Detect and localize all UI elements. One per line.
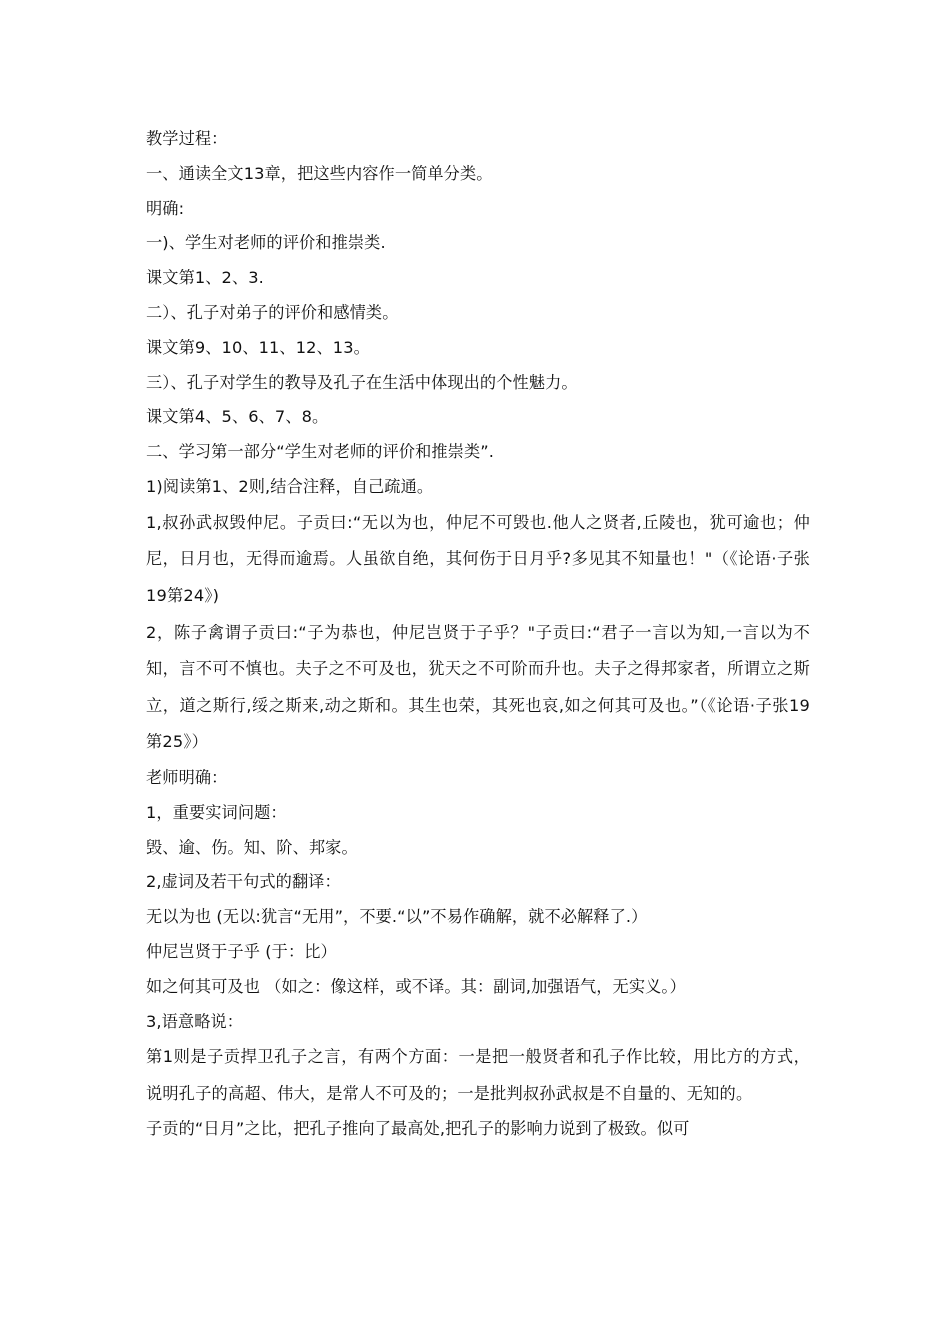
paragraph: 3,语意略说： [146, 1011, 244, 1031]
paragraph: 课文第9、10、11、12、13。 [146, 337, 370, 357]
paragraph: 如之何其可及也 （如之：像这样，或不译。其：副词,加强语气，无实义。） [146, 976, 686, 996]
paragraph: 毁、逾、伤。知、阶、邦家。 [146, 837, 358, 857]
paragraph: 一、通读全文13章，把这些内容作一简单分类。 [146, 163, 493, 183]
paragraph: 1)阅读第1、2则,结合注释，自己疏通。 [146, 476, 434, 496]
section-heading: 教学过程： [146, 129, 228, 148]
document-body [146, 122, 810, 1147]
paragraph: 明确: [146, 198, 185, 218]
paragraph: 子贡的“日月”之比，把孔子推向了最高处,把孔子的影响力说到了极致。似可 [146, 1119, 690, 1139]
paragraph: 一)、学生对老师的评价和推崇类. [146, 233, 386, 253]
paragraph: 课文第1、2、3. [146, 268, 264, 288]
paragraph: 1，重要实词问题： [146, 802, 287, 822]
quote-paragraph: 2，陈子禽谓子贡曰:“子为恭也，仲尼岂贤于子乎？"子贡曰:“君子一言以为知,一言以为不知，言不可不慎也。夫子之不可及也，犹天之不可阶而升也。夫子之得邦家者，所谓立之斯立，道之斯行,绥之斯来,动之斯和。其生也荣，其死也哀,如之何其可及也。”（《论语·子张19第25》） [146, 622, 810, 752]
paragraph: 老师明确： [146, 767, 228, 787]
paragraph: 二、学习第一部分“学生对老师的评价和推崇类”. [146, 442, 494, 462]
paragraph: 课文第4、5、6、7、8。 [146, 407, 329, 427]
paragraph: 无以为也 (无以:犹言“无用”，不要.“以”不易作确解，就不必解释了.） [146, 907, 648, 927]
paragraph: 2,虚词及若干句式的翻译： [146, 872, 341, 892]
paragraph: 仲尼岂贤于子乎 (于：比） [146, 941, 337, 961]
quote-paragraph: 1,叔孙武叔毁仲尼。子贡曰:“无以为也，仲尼不可毁也.他人之贤者,丘陵也，犹可逾也；仲尼，日月也，无得而逾焉。人虽欲自绝，其何伤于日月乎?多见其不知量也！"（《论语·子张19第24》) [146, 512, 810, 605]
analysis-paragraph: 第1则是子贡捍卫孔子之言，有两个方面：一是把一般贤者和孔子作比较，用比方的方式，说明孔子的高超、伟大，是常人不可及的；一是批判叔孙武叔是不自量的、无知的。 [146, 1047, 810, 1103]
paragraph: 二）、孔子对弟子的评价和感情类。 [146, 302, 399, 322]
paragraph: 三）、孔子对学生的教导及孔子在生活中体现出的个性魅力。 [146, 372, 578, 392]
